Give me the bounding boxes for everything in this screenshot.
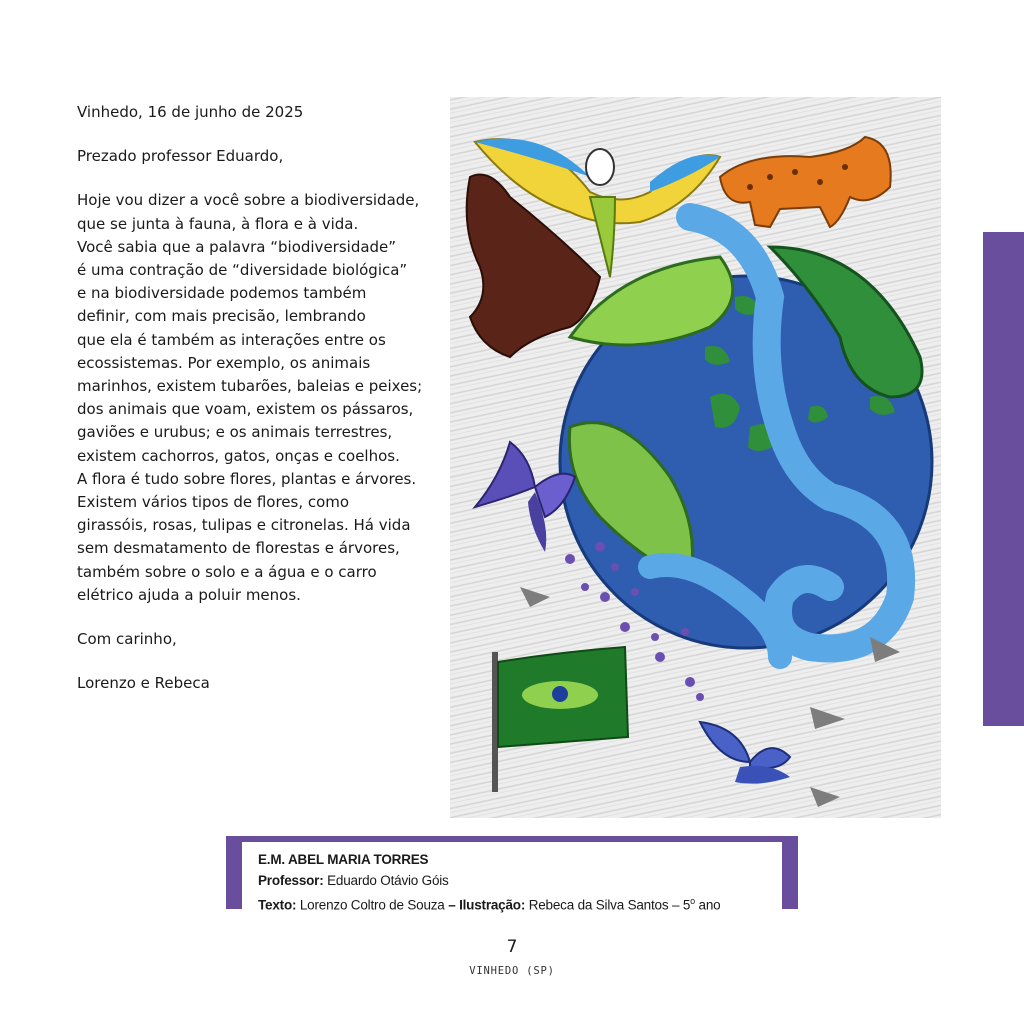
letter-date: Vinhedo, 16 de junho de 2025 [77,103,304,121]
letter-body-line: Existem vários tipos de flores, como [77,493,350,512]
letter-body-line: dos animais que voam, existem os pássaros, [77,400,414,419]
authors-credit [258,891,782,916]
page-number: 7 [506,937,518,957]
letter-body-line: ecossistemas. Por exemplo, os animais [77,353,371,372]
page-footer-city: VINHEDO (SP) [469,965,555,977]
illustration-label: Ilustração: [459,897,526,913]
letter-body-line: gaviões e urubus; e os animais terrestres, [77,423,393,442]
letter-body-line: é uma contração de “diversidade biológica” [77,261,408,280]
credits-box [226,836,798,913]
letter-body-line: elétrico ajuda a poluir menos. [77,585,301,604]
grade-number: 5 [682,897,691,913]
purple-side-tab [983,232,1024,726]
professor-label: Professor: [258,872,324,888]
text-author: Lorenzo Coltro de Souza [299,897,445,913]
professor-name: Eduardo Otávio Góis [327,872,449,888]
letter-signature: Lorenzo e Rebeca [77,674,210,693]
letter-body-line: e na biodiversidade podemos também [77,284,367,303]
letter-closing: Com carinho, [77,630,177,649]
letter-body-line: A flora é tudo sobre flores, plantas e árvores. [77,469,417,488]
drawing-canvas [450,97,941,818]
separator: – [671,897,680,913]
letter [77,101,437,695]
grade-ordinal: o [690,896,695,906]
text-label: Texto: [258,897,297,913]
letter-body-line: marinhos, existem tubarões, baleias e peixes; [77,377,423,396]
separator: – [448,897,456,913]
letter-greeting: Prezado professor Eduardo, [77,147,284,166]
school-name: E.M. ABEL MARIA TORRES [258,852,429,867]
letter-body-line: sem desmatamento de florestas e árvores, [77,539,400,558]
grade-word: ano [698,897,721,913]
letter-body-line: definir, com mais precisão, lembrando [77,307,366,326]
letter-body-line: Você sabia que a palavra “biodiversidade” [77,237,397,256]
letter-body-line: existem cachorros, gatos, onças e coelhos. [77,446,400,465]
professor-credit [258,871,782,892]
letter-body [77,189,437,607]
letter-body-line: que ela é também as interações entre os [77,330,386,349]
illustration-author: Rebeca da Silva Santos [528,897,669,913]
letter-body-line: Hoje vou dizer a você sobre a biodiversidade, [77,191,420,210]
letter-body-line: que se junta à fauna, à flora e à vida. [77,214,359,233]
letter-body-line: também sobre o solo e a água e o carro [77,562,377,581]
child-drawing-illustration [450,97,941,818]
letter-body-line: girassóis, rosas, tulipas e citronelas. Há vida [77,516,411,535]
